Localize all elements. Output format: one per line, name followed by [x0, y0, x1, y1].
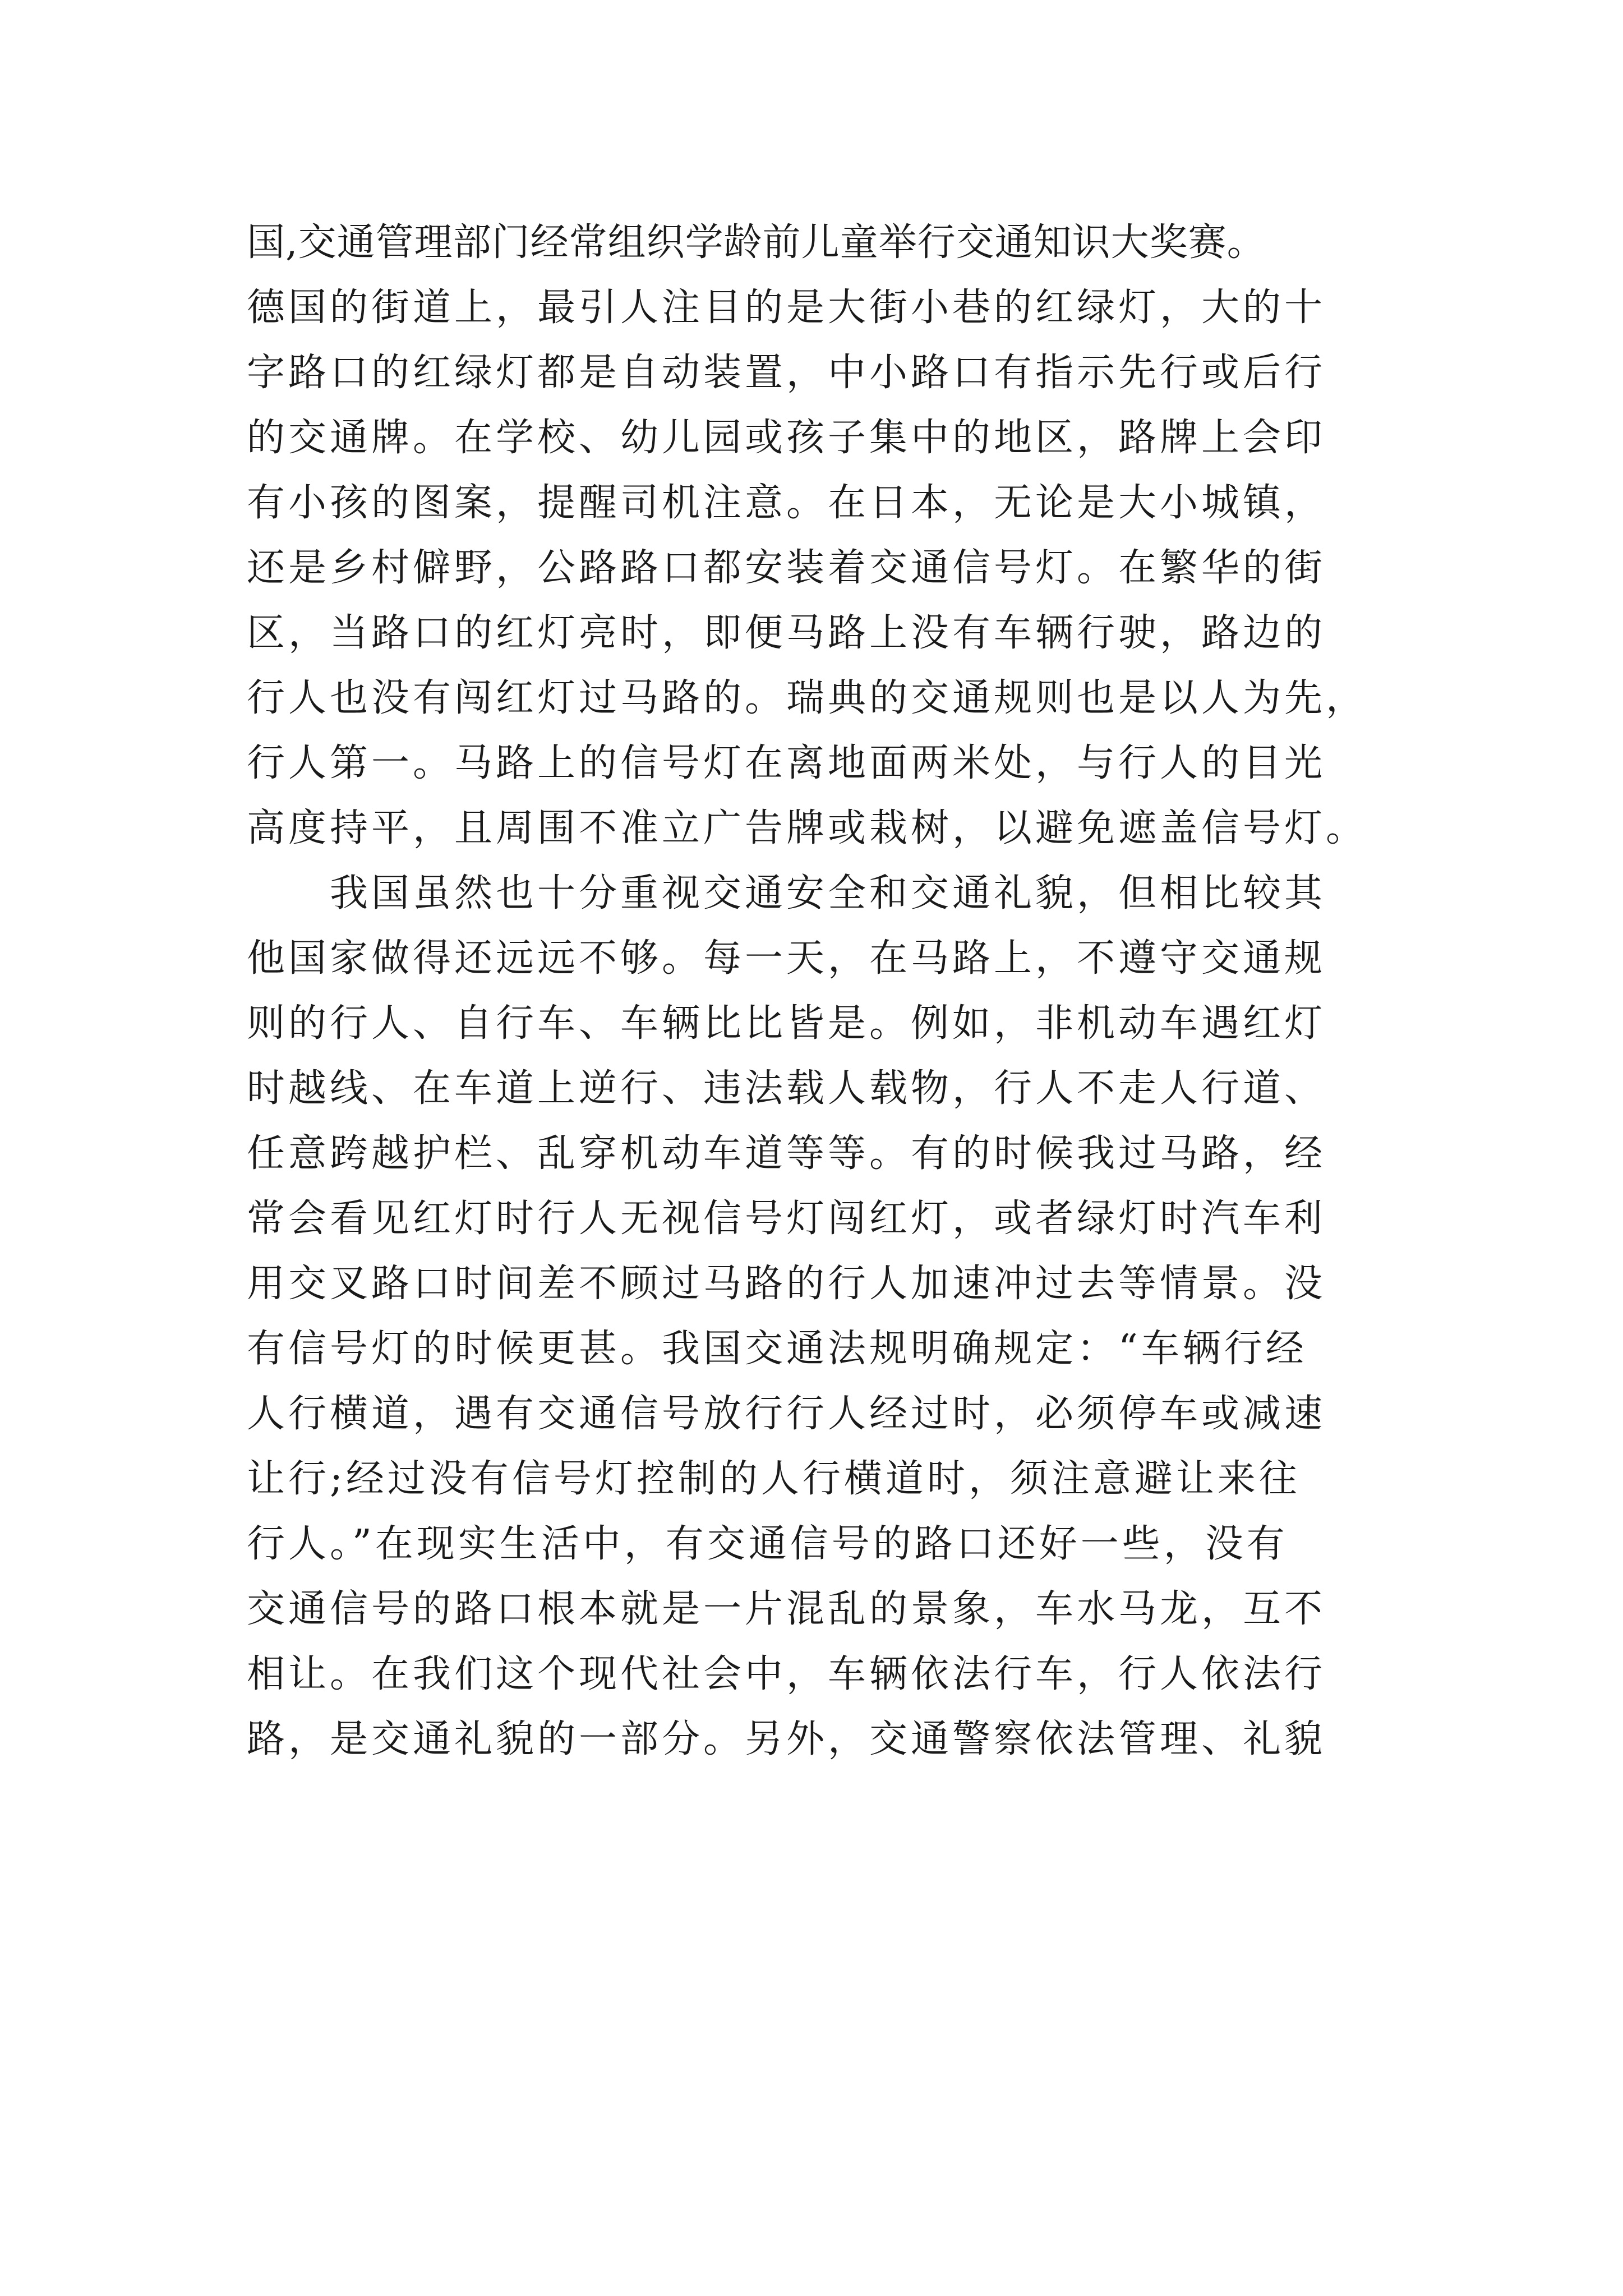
text-line: 的交通牌。在学校、幼儿园或孩子集中的地区，路牌上会印: [247, 416, 1326, 460]
text-line: 字路口的红绿灯都是自动装置，中小路口有指示先行或后行: [247, 351, 1326, 395]
text-line: 区，当路口的红灯亮时，即便马路上没有车辆行驶，路边的: [247, 611, 1326, 655]
body-text: [247, 210, 1436, 1772]
text-line: 有信号灯的时候更甚。我国交通法规明确规定：“车辆行经: [247, 1327, 1307, 1371]
text-line: 人行横道，遇有交通信号放行行人经过时，必须停车或减速: [247, 1392, 1326, 1436]
text-line: 相让。在我们这个现代社会中，车辆依法行车，行人依法行: [247, 1652, 1326, 1696]
text-line: 则的行人、自行车、车辆比比皆是。例如，非机动车遇红灯: [247, 1001, 1326, 1046]
text-line: 常会看见红灯时行人无视信号灯闯红灯，或者绿灯时汽车利: [247, 1197, 1326, 1241]
paragraph-first-line: 我国虽然也十分重视交通安全和交通礼貌，但相比较其: [330, 871, 1326, 915]
text-line: 时越线、在车道上逆行、违法载人载物，行人不走人行道、: [247, 1066, 1326, 1111]
text-line: 任意跨越护栏、乱穿机动车道等等。有的时候我过马路，经: [247, 1131, 1326, 1176]
text-line: 行人。”在现实生活中，有交通信号的路口还好一些，没有: [247, 1522, 1288, 1566]
text-line: 交通信号的路口根本就是一片混乱的景象，车水马龙，互不: [247, 1587, 1326, 1631]
text-line: 行人也没有闯红灯过马路的。瑞典的交通规则也是以人为先，: [247, 676, 1368, 720]
text-line: 德国的街道上，最引人注目的是大街小巷的红绿灯，大的十: [247, 286, 1326, 330]
text-line: 国,交通管理部门经常组织学龄前儿童举行交通知识大奖赛。: [247, 220, 1266, 265]
text-line: 还是乡村僻野，公路路口都安装着交通信号灯。在繁华的街: [247, 546, 1326, 590]
text-line: 用交叉路口时间差不顾过马路的行人加速冲过去等情景。没: [247, 1262, 1326, 1306]
text-line: 行人第一。马路上的信号灯在离地面两米处，与行人的目光: [247, 741, 1326, 785]
text-line: 他国家做得还远远不够。每一天，在马路上，不遵守交通规: [247, 936, 1326, 981]
text-line: 有小孩的图案，提醒司机注意。在日本，无论是大小城镇，: [247, 481, 1326, 525]
text-line: 让行;经过没有信号灯控制的人行横道时，须注意避让来往: [247, 1457, 1301, 1501]
text-line: 高度持平，且周围不准立广告牌或栽树，以避免遮盖信号灯。: [247, 806, 1368, 850]
text-line: 路，是交通礼貌的一部分。另外，交通警察依法管理、礼貌: [247, 1717, 1326, 1761]
